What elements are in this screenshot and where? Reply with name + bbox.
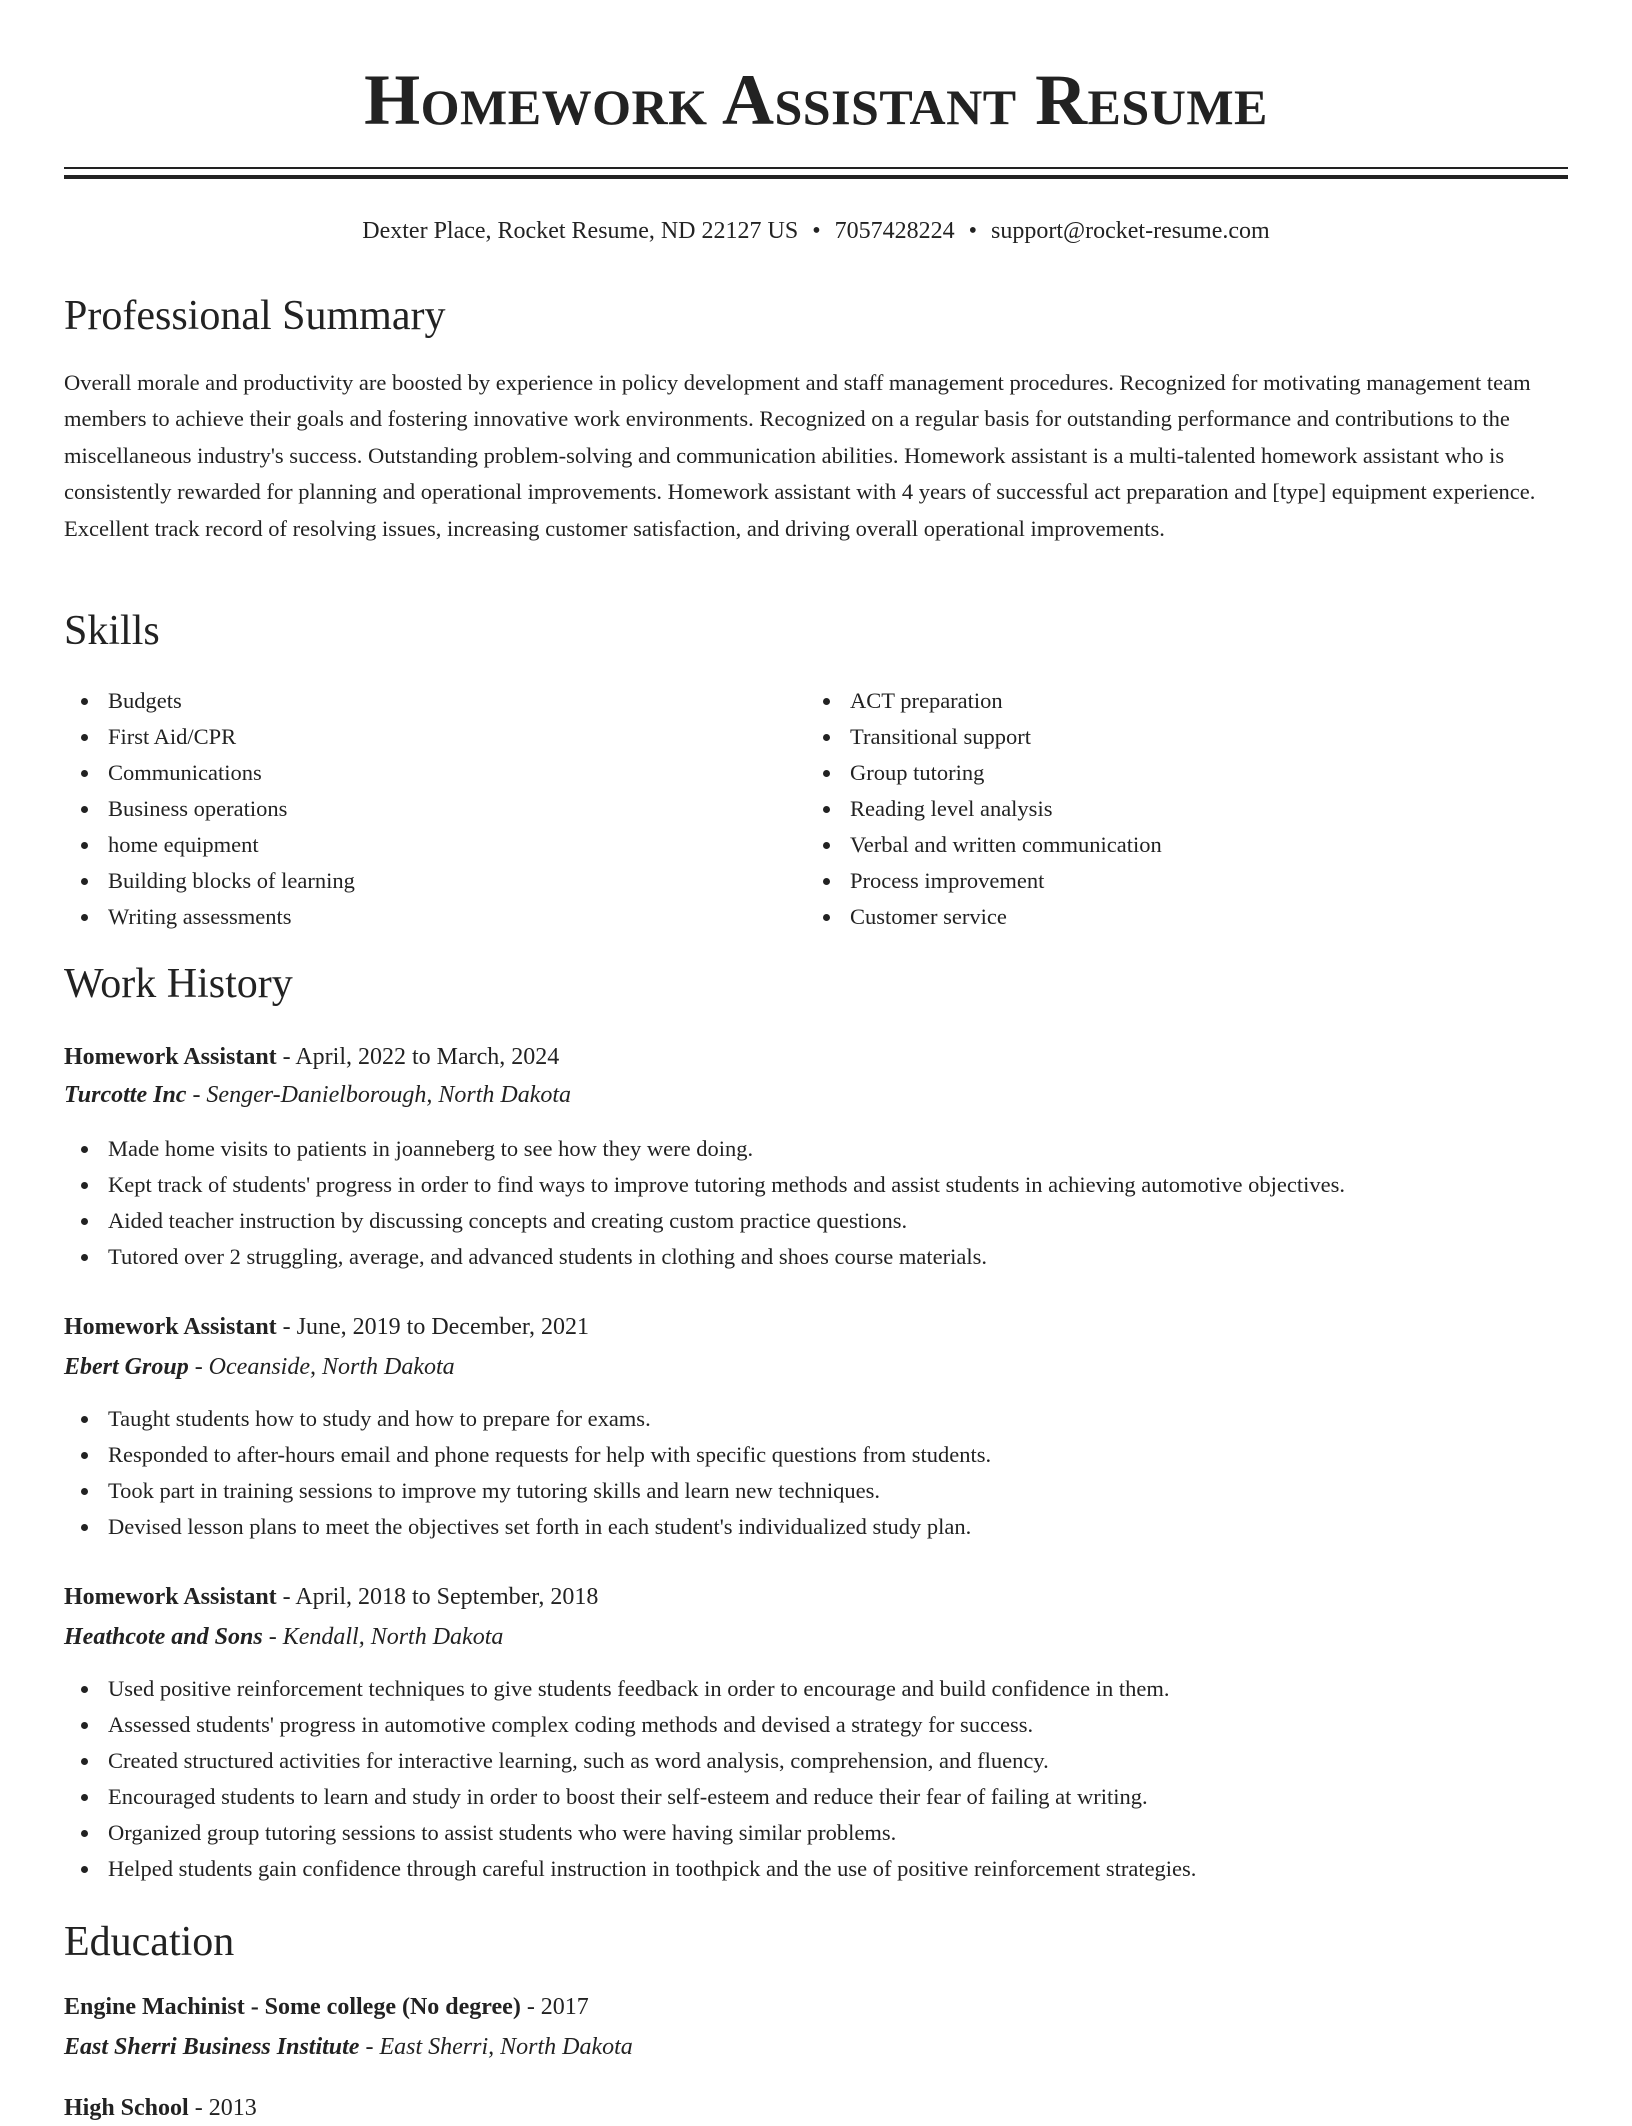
education-year: - 2013 xyxy=(188,2095,257,2121)
job-title-line xyxy=(64,1579,598,1615)
job-title: Homework Assistant xyxy=(64,1044,277,1070)
skill-item: Group tutoring xyxy=(806,755,1546,791)
job-dates: - April, 2018 to September, 2018 xyxy=(276,1584,599,1610)
skill-item: First Aid/CPR xyxy=(64,719,804,755)
skill-item: Building blocks of learning xyxy=(64,863,804,899)
skills-heading: Skills xyxy=(64,608,160,654)
job-bullet: Responded to after-hours email and phone requests for help with specific questions from students. xyxy=(64,1437,991,1473)
job-location: - Oceanside, North Dakota xyxy=(188,1354,455,1380)
title-divider-thick xyxy=(64,175,1568,179)
contact-address: Dexter Place, Rocket Resume, ND 22127 US xyxy=(362,218,799,244)
title-divider-thin xyxy=(64,167,1568,169)
job-location: - Kendall, North Dakota xyxy=(262,1624,504,1650)
job-title: Homework Assistant xyxy=(64,1584,277,1610)
job-bullet: Kept track of students' progress in order to find ways to improve tutoring methods and assist students in achieving automotive objectives. xyxy=(64,1167,1345,1203)
contact-separator: • xyxy=(812,218,821,244)
education-heading: Education xyxy=(64,1919,235,1965)
resume-title: Homework Assistant Resume xyxy=(364,60,1268,140)
job-bullet: Aided teacher instruction by discussing concepts and creating custom practice questions. xyxy=(64,1203,1345,1239)
job-bullet: Encouraged students to learn and study in order to boost their self-esteem and reduce their fear of failing at writing. xyxy=(64,1779,1196,1815)
job-bullets xyxy=(64,1401,991,1545)
skill-item: Budgets xyxy=(64,683,804,719)
job-dates: - April, 2022 to March, 2024 xyxy=(276,1044,560,1070)
job-company: Turcotte Inc xyxy=(64,1082,187,1108)
job-bullet: Made home visits to patients in joanneberg to see how they were doing. xyxy=(64,1131,1345,1167)
education-degree-line xyxy=(64,1989,589,2025)
job-dates: - June, 2019 to December, 2021 xyxy=(276,1314,589,1340)
job-bullet: Organized group tutoring sessions to assist students who were having similar problems. xyxy=(64,1815,1196,1851)
job-title: Homework Assistant xyxy=(64,1314,277,1340)
job-location: - Senger-Danielborough, North Dakota xyxy=(186,1082,572,1108)
job-bullet: Took part in training sessions to improve my tutoring skills and learn new techniques. xyxy=(64,1473,991,1509)
education-location: - East Sherri, North Dakota xyxy=(359,2034,633,2060)
skill-item: ACT preparation xyxy=(806,683,1546,719)
contact-separator: • xyxy=(968,218,978,244)
skill-item: Customer service xyxy=(806,899,1546,935)
skill-item: Writing assessments xyxy=(64,899,804,935)
skills-list-right xyxy=(806,683,1546,935)
skill-item: Communications xyxy=(64,755,804,791)
job-company-line xyxy=(64,1077,571,1113)
job-bullet: Taught students how to study and how to prepare for exams. xyxy=(64,1401,991,1437)
job-company: Ebert Group xyxy=(64,1354,189,1380)
job-company-line xyxy=(64,1349,455,1385)
skill-item: Verbal and written communication xyxy=(806,827,1546,863)
job-bullet: Assessed students' progress in automotive complex coding methods and devised a strategy for success. xyxy=(64,1707,1196,1743)
job-bullet: Created structured activities for interactive learning, such as word analysis, comprehension, and fluency. xyxy=(64,1743,1196,1779)
summary-text: Overall morale and productivity are boosted by experience in policy development and staff management procedures. Recognized for motivating management team members to achieve their goals and fostering innovative work environments. Recognized on a regular basis for outstanding performance and contributions to the miscellaneous industry's success. Outstanding problem-solving and communication abilities. Homework assistant is a multi-talented homework assistant who is consistently rewarded for planning and operational improvements. Homework assistant with 4 years of successful act preparation and [type] equipment experience. Excellent track record of resolving issues, increasing customer satisfaction, and driving overall operational improvements. xyxy=(64,370,1536,541)
contact-email: support@rocket-resume.com xyxy=(991,218,1270,244)
job-title-line xyxy=(64,1309,589,1345)
contact-phone: 7057428224 xyxy=(834,218,955,244)
job-bullet: Devised lesson plans to meet the objectives set forth in each student's individualized study plan. xyxy=(64,1509,991,1545)
skills-list-left xyxy=(64,683,804,935)
education-degree: High School xyxy=(64,2095,189,2121)
job-company: Heathcote and Sons xyxy=(64,1624,263,1650)
job-bullets xyxy=(64,1131,1345,1275)
job-bullets xyxy=(64,1671,1196,1887)
skill-item: Business operations xyxy=(64,791,804,827)
education-degree: Engine Machinist - Some college (No degree) xyxy=(64,1994,521,2020)
skill-item: Transitional support xyxy=(806,719,1546,755)
job-title-line xyxy=(64,1039,559,1075)
skill-item: Process improvement xyxy=(806,863,1546,899)
education-degree-line xyxy=(64,2090,257,2126)
skill-item: Reading level analysis xyxy=(806,791,1546,827)
job-bullet: Tutored over 2 struggling, average, and advanced students in clothing and shoes course materials. xyxy=(64,1239,1345,1275)
job-bullet: Used positive reinforcement techniques to give students feedback in order to encourage and build confidence in them. xyxy=(64,1671,1196,1707)
education-year: - 2017 xyxy=(520,1994,589,2020)
education-school-line xyxy=(64,2029,633,2065)
education-school: East Sherri Business Institute xyxy=(64,2034,360,2060)
contact-line xyxy=(64,214,1568,248)
skill-item: home equipment xyxy=(64,827,804,863)
job-company-line xyxy=(64,1619,503,1655)
job-bullet: Helped students gain confidence through careful instruction in toothpick and the use of positive reinforcement strategies. xyxy=(64,1851,1196,1887)
summary-heading: Professional Summary xyxy=(64,293,446,339)
work-history-heading: Work History xyxy=(64,961,293,1007)
